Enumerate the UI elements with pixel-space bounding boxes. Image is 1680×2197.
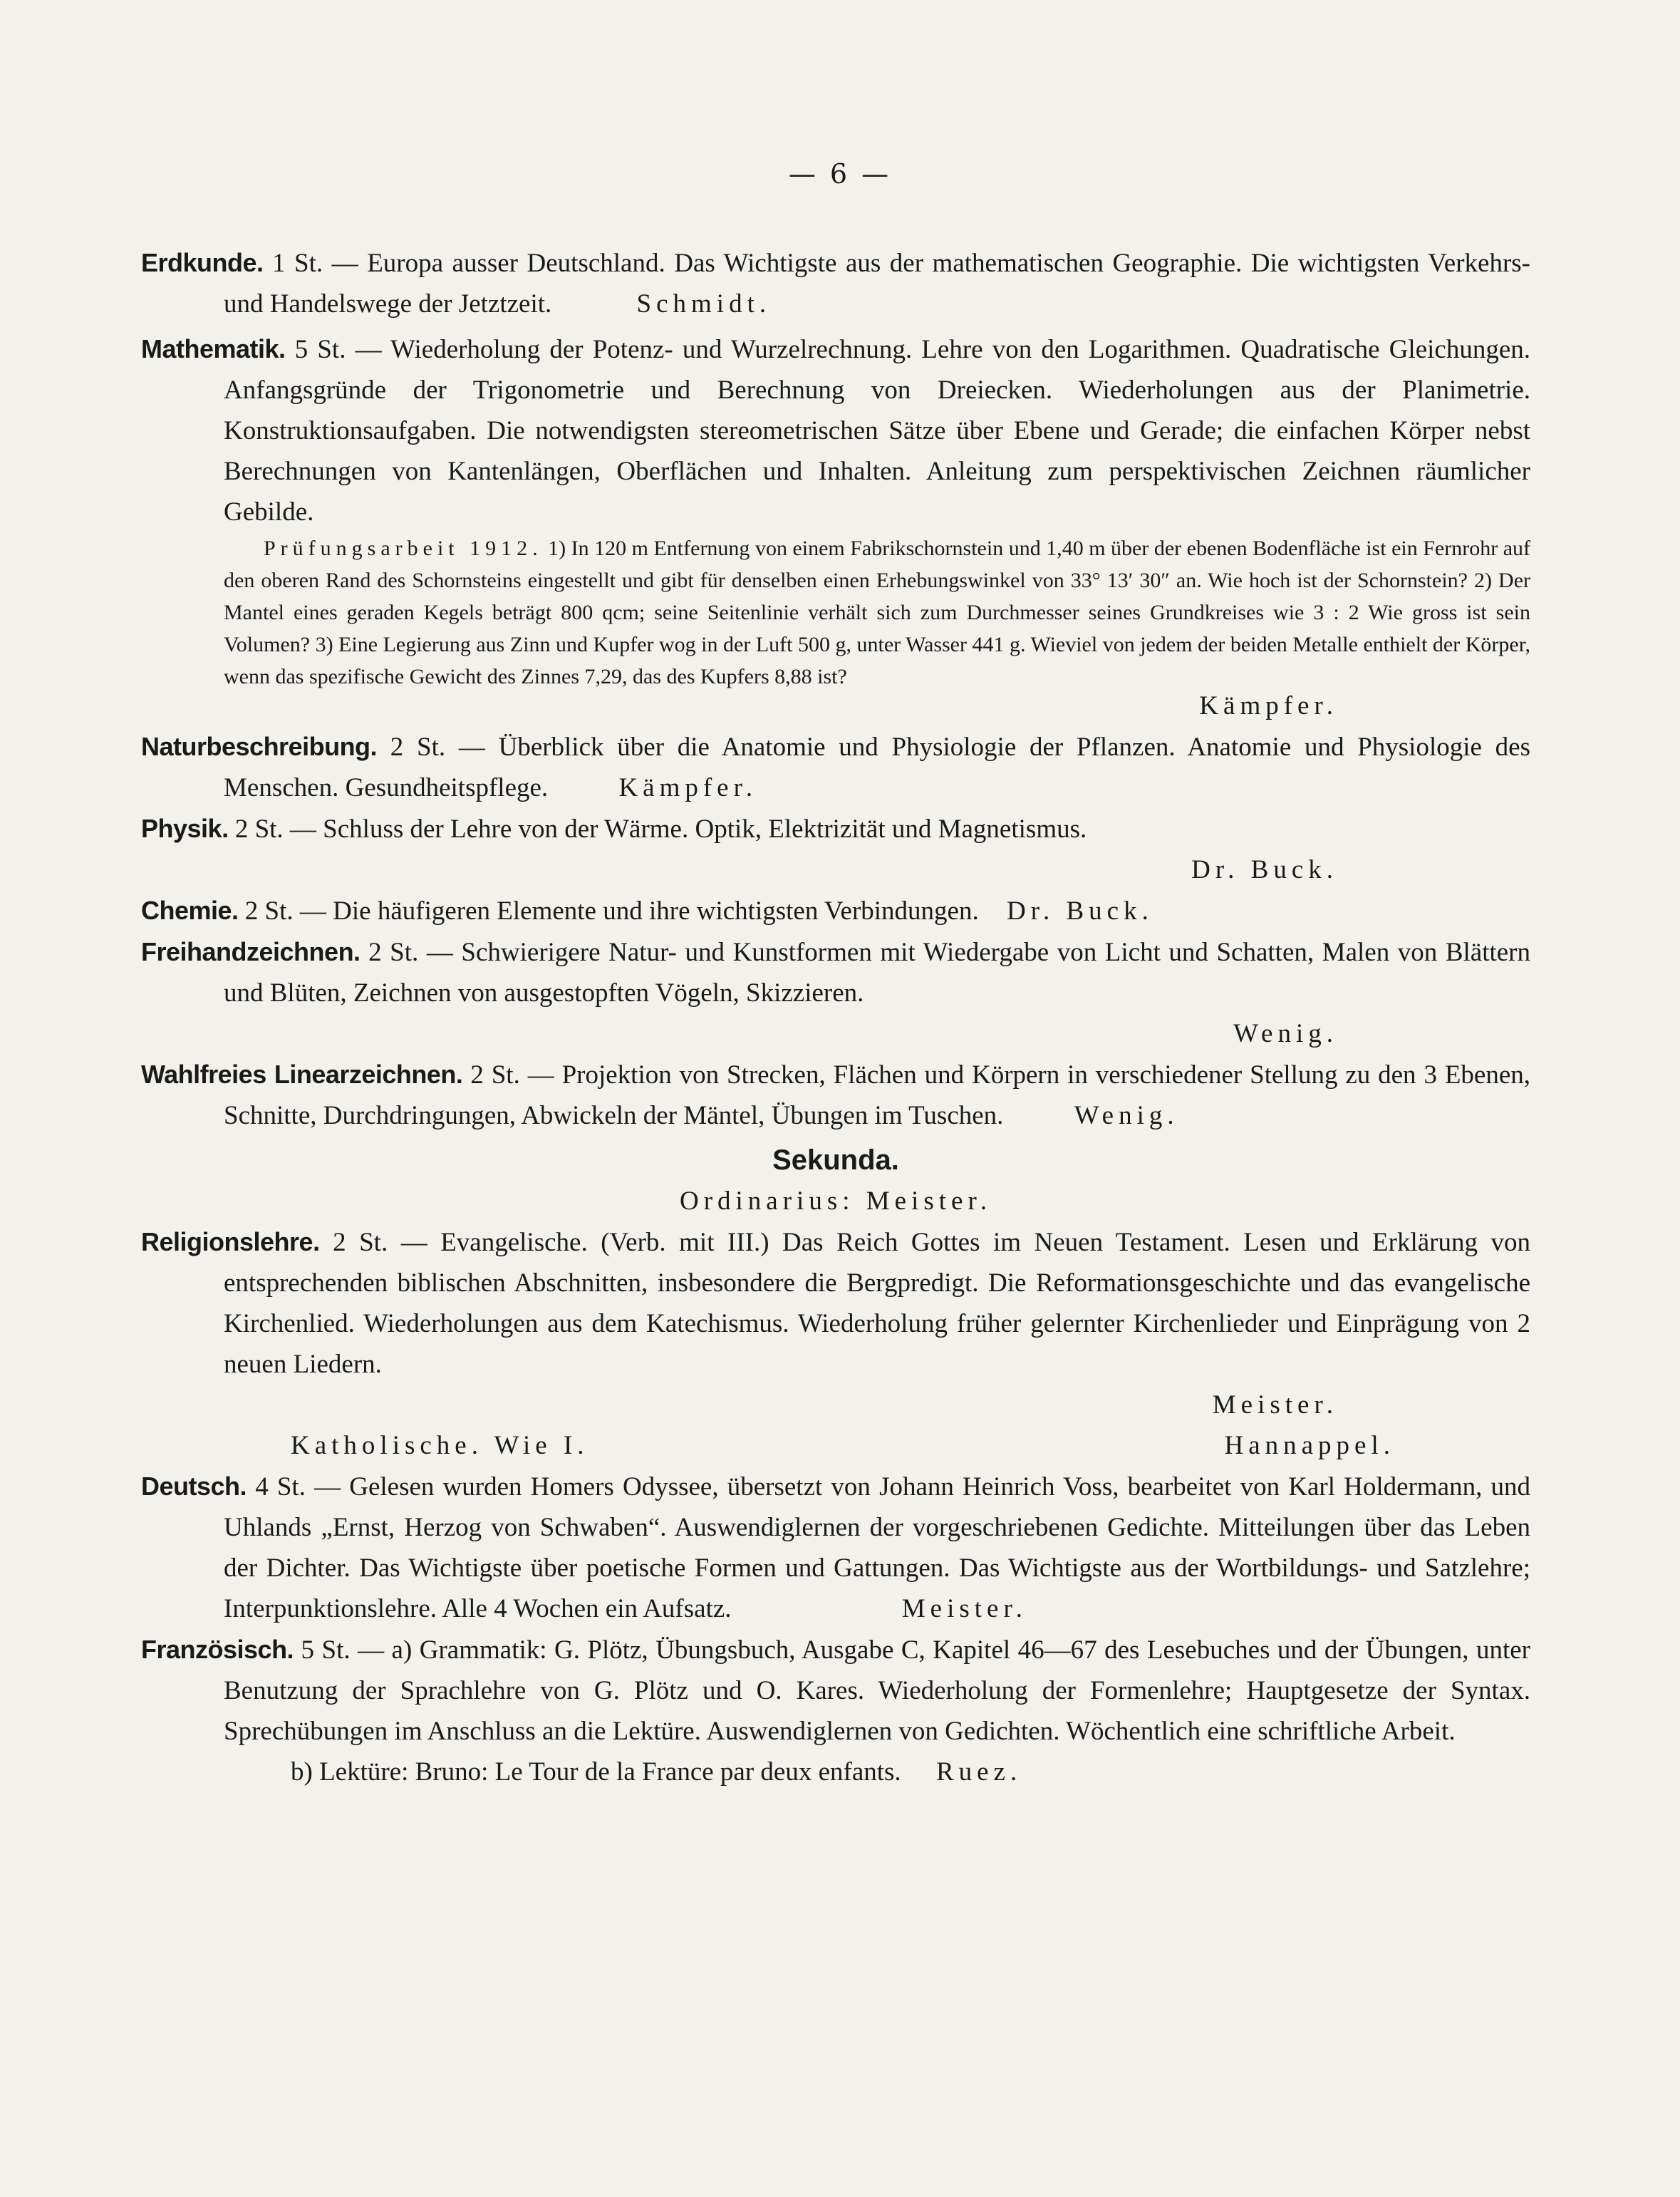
religionslehre-teacher: Meister.	[1212, 1390, 1338, 1420]
religionslehre-katholisch	[141, 1425, 1530, 1466]
erdkunde-text: 1 St. — Europa ausser Deutschland. Das Wichtigste aus der mathematischen Geographie. Die wichtigsten Verkehrs- und Handelswege der Jetztzeit.	[224, 249, 1531, 319]
exam-text: 1) In 120 m Entfernung von einem Fabrikschornstein und 1,40 m über der ebenen Bodenfläche ist ein Fernrohr auf den oberen Rand des Schornsteins eingestellt und gibt für denselben einen Erhebungswinkel von 33° 13′ 30″ an. Wie hoch ist der Schornstein? 2) Der Mantel eines geraden Kegels beträgt 800 qcm; seine Seitenlinie verhält sich zum Durchmesser seines Grundkreises wie 3 : 2 Wie gross ist sein Volumen? 3) Eine Legierung aus Zinn und Kupfer wog in der Luft 500 g, unter Wasser 441 g. Wieviel von jedem der beiden Metalle enthielt der Körper, wenn das spezifische Gewicht des Zinnes 7,29, das des Kupfers 8,88 ist?	[224, 537, 1530, 688]
religionslehre-heading: Religionslehre.	[141, 1227, 320, 1256]
linearzeichnen-text: 2 St. — Projektion von Strecken, Flächen und Körpern in verschiedener Stellung zu den 3 Ebenen, Schnitte, Durchdringungen, Abwickeln der Mäntel, Übungen im Tuschen.	[224, 1060, 1531, 1130]
deutsch-teacher: Meister.	[901, 1594, 1028, 1623]
naturbeschreibung-heading: Naturbeschreibung.	[141, 732, 378, 761]
franzoesisch-teacher: Ruez.	[935, 1757, 1022, 1787]
erdkunde-teacher: Schmidt.	[636, 289, 772, 319]
chemie-entry	[141, 890, 1530, 931]
page-number: — 6 —	[788, 158, 892, 190]
katholisch-teacher: Hannappel.	[1224, 1431, 1395, 1460]
franzoesisch-lektuere: b) Lektüre: Bruno: Le Tour de la France par deux enfants.	[291, 1757, 901, 1787]
mathematik-text: 5 St. — Wiederholung der Potenz- und Wurzelrechnung. Lehre von den Logarithmen. Quadratische Gleichungen. Anfangsgründe der Trigonometrie und Berechnung von Dreiecken. Wiederholungen aus der Planimetrie. Konstruktionsaufgaben. Die notwendigsten stereometrischen Sätze über Ebene und Gerade; die einfachen Körper nebst Berechnungen von Kantenlängen, Oberflächen und Inhalten. Anleitung zum perspektivischen Zeichnen räumlicher Gebilde.	[224, 335, 1530, 527]
mathematik-entry	[141, 329, 1530, 532]
freihandzeichnen-text: 2 St. — Schwierigere Natur- und Kunstformen mit Wiedergabe von Licht und Schatten, Malen von Blättern und Blüten, Zeichnen von ausgestopften Vögeln, Skizzieren.	[224, 938, 1531, 1008]
physik-text: 2 St. — Schluss der Lehre von der Wärme. Optik, Elektrizität und Magnetismus.	[234, 815, 1087, 844]
mathematik-exam	[141, 532, 1530, 693]
franzoesisch-entry	[141, 1629, 1530, 1752]
physik-teacher: Dr. Buck.	[1191, 855, 1338, 884]
naturbeschreibung-teacher: Kämpfer.	[618, 773, 758, 802]
sekunda-heading: Sekunda.	[772, 1144, 899, 1176]
page-body	[141, 242, 1530, 1792]
erdkunde-entry	[141, 242, 1530, 324]
linearzeichnen-entry	[141, 1054, 1530, 1136]
exam-label: Prüfungsarbeit 1912.	[264, 537, 543, 560]
physik-entry	[141, 808, 1530, 890]
ordinarius-text: Ordinarius: Meister.	[679, 1187, 992, 1216]
erdkunde-heading: Erdkunde.	[141, 248, 264, 277]
naturbeschreibung-entry	[141, 726, 1530, 808]
physik-heading: Physik.	[141, 814, 229, 843]
chemie-text: 2 St. — Die häufigeren Elemente und ihre wichtigsten Verbindungen.	[244, 896, 979, 926]
deutsch-text: 4 St. — Gelesen wurden Homers Odyssee, übersetzt von Johann Heinrich Voss, bearbeitet von Karl Holdermann, und Uhlands „Ernst, Herzog von Schwaben“. Auswendiglernen der vorgeschriebenen Gedichte. Mitteilungen über das Leben der Dichter. Das Wichtigste über poetische Formen und Gattungen. Das Wichtigste aus der Wortbildungs- und Satzlehre; Interpunktionslehre. Alle 4 Wochen ein Aufsatz.	[224, 1472, 1530, 1623]
franzoesisch-heading: Französisch.	[141, 1635, 294, 1664]
chemie-teacher: Dr. Buck.	[1006, 896, 1153, 926]
katholisch-text: Katholische. Wie I.	[291, 1431, 589, 1460]
mathematik-teacher: Kämpfer.	[1199, 691, 1338, 720]
linearzeichnen-teacher: Wenig.	[1074, 1101, 1179, 1130]
linearzeichnen-heading: Wahlfreies Linearzeichnen.	[141, 1060, 463, 1089]
freihandzeichnen-teacher: Wenig.	[1233, 1019, 1338, 1048]
religionslehre-entry	[141, 1221, 1530, 1425]
deutsch-entry	[141, 1466, 1530, 1629]
freihandzeichnen-heading: Freihandzeichnen.	[141, 937, 361, 966]
freihandzeichnen-entry	[141, 931, 1530, 1054]
franzoesisch-lektuere-line	[141, 1752, 1530, 1792]
chemie-heading: Chemie.	[141, 896, 239, 925]
franzoesisch-text: 5 St. — a) Grammatik: G. Plötz, Übungsbuch, Ausgabe C, Kapitel 46—67 des Lesebuches und der Übungen, unter Benutzung der Sprachlehre von G. Plötz und O. Kares. Wiederholung der Formenlehre; Hauptgesetze der Syntax. Sprechübungen im Anschluss an die Lektüre. Auswendiglernen von Gedichten. Wöchentlich eine schriftliche Arbeit.	[224, 1635, 1530, 1746]
religionslehre-text: 2 St. — Evangelische. (Verb. mit III.) Das Reich Gottes im Neuen Testament. Lesen und Erklärung von entsprechenden biblischen Abschnitten, insbesondere die Bergpredigt. Die Reformationsgeschichte und das evangelische Kirchenlied. Wiederholungen aus dem Katechismus. Wiederholung früher gelernter Kirchenlieder und Einprägung von 2 neuen Liedern.	[224, 1228, 1531, 1379]
mathematik-heading: Mathematik.	[141, 334, 286, 363]
deutsch-heading: Deutsch.	[141, 1472, 247, 1501]
sekunda-ordinarius	[141, 1181, 1530, 1221]
naturbeschreibung-text: 2 St. — Überblick über die Anatomie und Physiologie der Pflanzen. Anatomie und Physiologie des Menschen. Gesundheitspflege.	[224, 733, 1530, 802]
